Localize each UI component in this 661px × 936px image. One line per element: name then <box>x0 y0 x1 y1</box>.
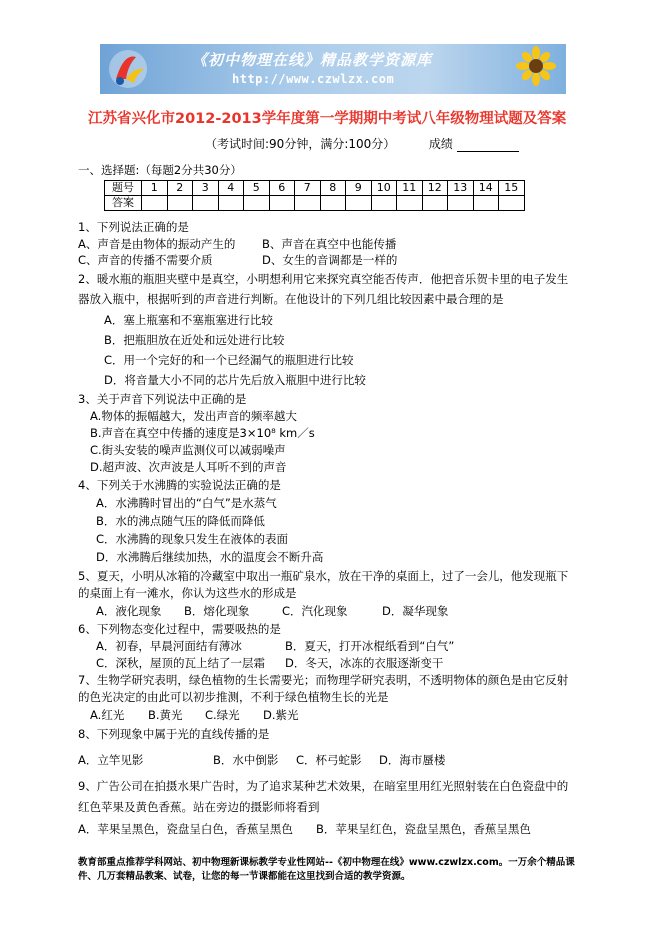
option-4a: A．水沸腾时冒出的“白气”是水蒸气 <box>96 496 277 510</box>
question-1: 1、下列说法正确的是 <box>78 220 189 234</box>
section-heading: 一、选择题:（每题2分共30分） <box>78 163 242 177</box>
question-9-line2: 红色苹果及黄色香蕉。站在旁边的摄影师将看到 <box>78 800 320 814</box>
answer-cell[interactable] <box>244 196 270 211</box>
option-2a: A．塞上瓶塞和不塞瓶塞进行比较 <box>104 313 273 327</box>
option-7a: A.红光 <box>90 708 125 722</box>
option-8c: C．杯弓蛇影 <box>296 753 362 767</box>
table-cell: 5 <box>244 181 270 196</box>
option-4d: D．水沸腾后继续加热，水的温度会不断升高 <box>96 550 324 564</box>
table-cell: 15 <box>499 181 525 196</box>
question-5-line2: 的桌面上有一滩水，你认为这些水的形成是 <box>78 586 297 600</box>
score-blank <box>457 139 519 152</box>
option-9b: B．苹果呈红色，瓷盘呈黑色，香蕉呈黑色 <box>316 822 531 836</box>
page-footer <box>78 856 598 884</box>
answer-cell[interactable] <box>269 196 295 211</box>
answer-cell[interactable] <box>473 196 499 211</box>
answer-cell[interactable] <box>218 196 244 211</box>
site-logo-icon <box>106 47 150 91</box>
option-4c: C．水沸腾的现象只发生在液体的表面 <box>96 532 289 546</box>
option-5a: A．液化现象 <box>96 604 162 618</box>
option-2d: D．将音量大小不同的芯片先后放入瓶胆中进行比较 <box>104 373 366 387</box>
answer-table <box>104 180 525 211</box>
exam-info: （考试时间:90分钟，满分:100分） <box>205 137 396 151</box>
option-8d: D．海市蜃楼 <box>379 753 446 767</box>
answer-cell[interactable] <box>167 196 193 211</box>
header-banner <box>100 44 566 94</box>
option-9a: A．苹果呈黑色，瓷盘呈白色，香蕉呈黑色 <box>78 822 293 836</box>
banner-url[interactable]: http://www.czwlzx.com <box>232 72 395 86</box>
answer-cell[interactable] <box>295 196 321 211</box>
table-cell: 8 <box>320 181 346 196</box>
footer-line-2: 件、几万套精品教案、试卷，让您的每一节课都能在这里找到合适的教学资源。 <box>78 871 411 882</box>
answer-cell[interactable] <box>193 196 219 211</box>
answer-cell[interactable] <box>397 196 423 211</box>
table-cell: 7 <box>295 181 321 196</box>
table-cell: 2 <box>167 181 193 196</box>
option-3a: A.物体的振幅越大，发出声音的频率越大 <box>90 409 297 423</box>
option-5d: D．凝华现象 <box>382 604 449 618</box>
answer-cell[interactable] <box>422 196 448 211</box>
answer-cell[interactable] <box>371 196 397 211</box>
footer-line-1: 教育部重点推荐学科网站、初中物理新课标教学专业性网站--《初中物理在线》www.czwlzx.com。一万余个精品课 <box>78 857 575 868</box>
row-label-answer: 答案 <box>105 196 142 211</box>
option-7b: B.黄光 <box>148 708 183 722</box>
question-6: 6、下列物态变化过程中，需要吸热的是 <box>78 622 281 636</box>
document-title: 江苏省兴化市2012-2013学年度第一学期期中考试八年级物理试题及答案 <box>88 111 567 127</box>
answer-cell[interactable] <box>142 196 168 211</box>
question-2-line1: 2、暖水瓶的瓶胆夹壁中是真空，小明想利用它来探究真空能否传声．他把音乐贺卡里的电子发生 <box>78 272 569 286</box>
option-4b: B．水的沸点随气压的降低而降低 <box>96 514 265 528</box>
option-1a: A、声音是由物体的振动产生的 <box>78 237 236 251</box>
table-cell: 10 <box>371 181 397 196</box>
option-2b: B．把瓶胆放在近处和远处进行比较 <box>104 333 285 347</box>
score-label: 成绩 <box>428 137 453 151</box>
question-2-line2: 器放入瓶中，根据听到的声音进行判断。在他设计的下列几组比较因素中最合理的是 <box>78 292 504 306</box>
option-7c: C.绿光 <box>205 708 240 722</box>
question-4: 4、下列关于水沸腾的实验说法正确的是 <box>78 478 281 492</box>
row-label-number: 题号 <box>105 181 142 196</box>
question-7-line1: 7、生物学研究表明，绿色植物的生长需要光；而物理学研究表明，不透明物体的颜色是由它反射 <box>78 673 569 687</box>
table-cell: 4 <box>218 181 244 196</box>
table-cell: 12 <box>422 181 448 196</box>
question-5-line1: 5、夏天，小明从冰箱的冷藏室中取出一瓶矿泉水，放在干净的桌面上，过了一会儿，他发现瓶下 <box>78 569 569 583</box>
table-cell: 3 <box>193 181 219 196</box>
table-cell: 9 <box>346 181 372 196</box>
answer-cell[interactable] <box>499 196 525 211</box>
option-8a: A．立竿见影 <box>78 753 144 767</box>
answer-cell[interactable] <box>320 196 346 211</box>
option-6a: A．初春，早晨河面结有薄冰 <box>96 639 242 653</box>
table-cell: 13 <box>448 181 474 196</box>
option-1d: D、女生的音调都是一样的 <box>262 253 398 267</box>
option-2c: C．用一个完好的和一个已经漏气的瓶胆进行比较 <box>104 353 354 367</box>
option-6c: C．深秋，屋顶的瓦上结了一层霜 <box>96 656 266 670</box>
option-5b: B．熔化现象 <box>184 604 250 618</box>
question-3: 3、关于声音下列说法中正确的是 <box>78 392 247 406</box>
option-5c: C．汽化现象 <box>282 604 348 618</box>
option-6d: D．冬天，冰冻的衣服逐渐变干 <box>285 656 444 670</box>
option-1c: C、声音的传播不需要介质 <box>78 253 213 267</box>
banner-brand-text: 《初中物理在线》精品教学资源库 <box>192 51 433 69</box>
option-1b: B、声音在真空中也能传播 <box>262 237 397 251</box>
answer-cell[interactable] <box>448 196 474 211</box>
option-8b: B．水中倒影 <box>213 753 279 767</box>
question-7-line2: 的色光决定的由此可以初步推测，不利于绿色植物生长的光是 <box>78 690 389 704</box>
exam-info-line <box>205 135 519 152</box>
table-cell: 6 <box>269 181 295 196</box>
option-6b: B．夏天，打开冰棍纸看到“白气” <box>285 639 455 653</box>
option-3c: C.街头安装的噪声监测仪可以减弱噪声 <box>90 443 286 457</box>
question-8: 8、下列现象中属于光的直线传播的是 <box>78 727 270 741</box>
table-cell: 1 <box>142 181 168 196</box>
answer-cell[interactable] <box>346 196 372 211</box>
option-7d: D.紫光 <box>263 708 299 722</box>
table-row <box>105 181 525 196</box>
table-row <box>105 196 525 211</box>
sunflower-icon <box>516 46 556 86</box>
table-cell: 11 <box>397 181 423 196</box>
option-3b: B.声音在真空中传播的速度是3×10⁸ km／s <box>90 426 315 440</box>
question-9-line1: 9、广告公司在拍摄水果广告时，为了追求某种艺术效果，在暗室里用红光照射装在白色瓷盘中的 <box>78 779 569 793</box>
table-cell: 14 <box>473 181 499 196</box>
option-3d: D.超声波、次声波是人耳听不到的声音 <box>90 460 287 474</box>
